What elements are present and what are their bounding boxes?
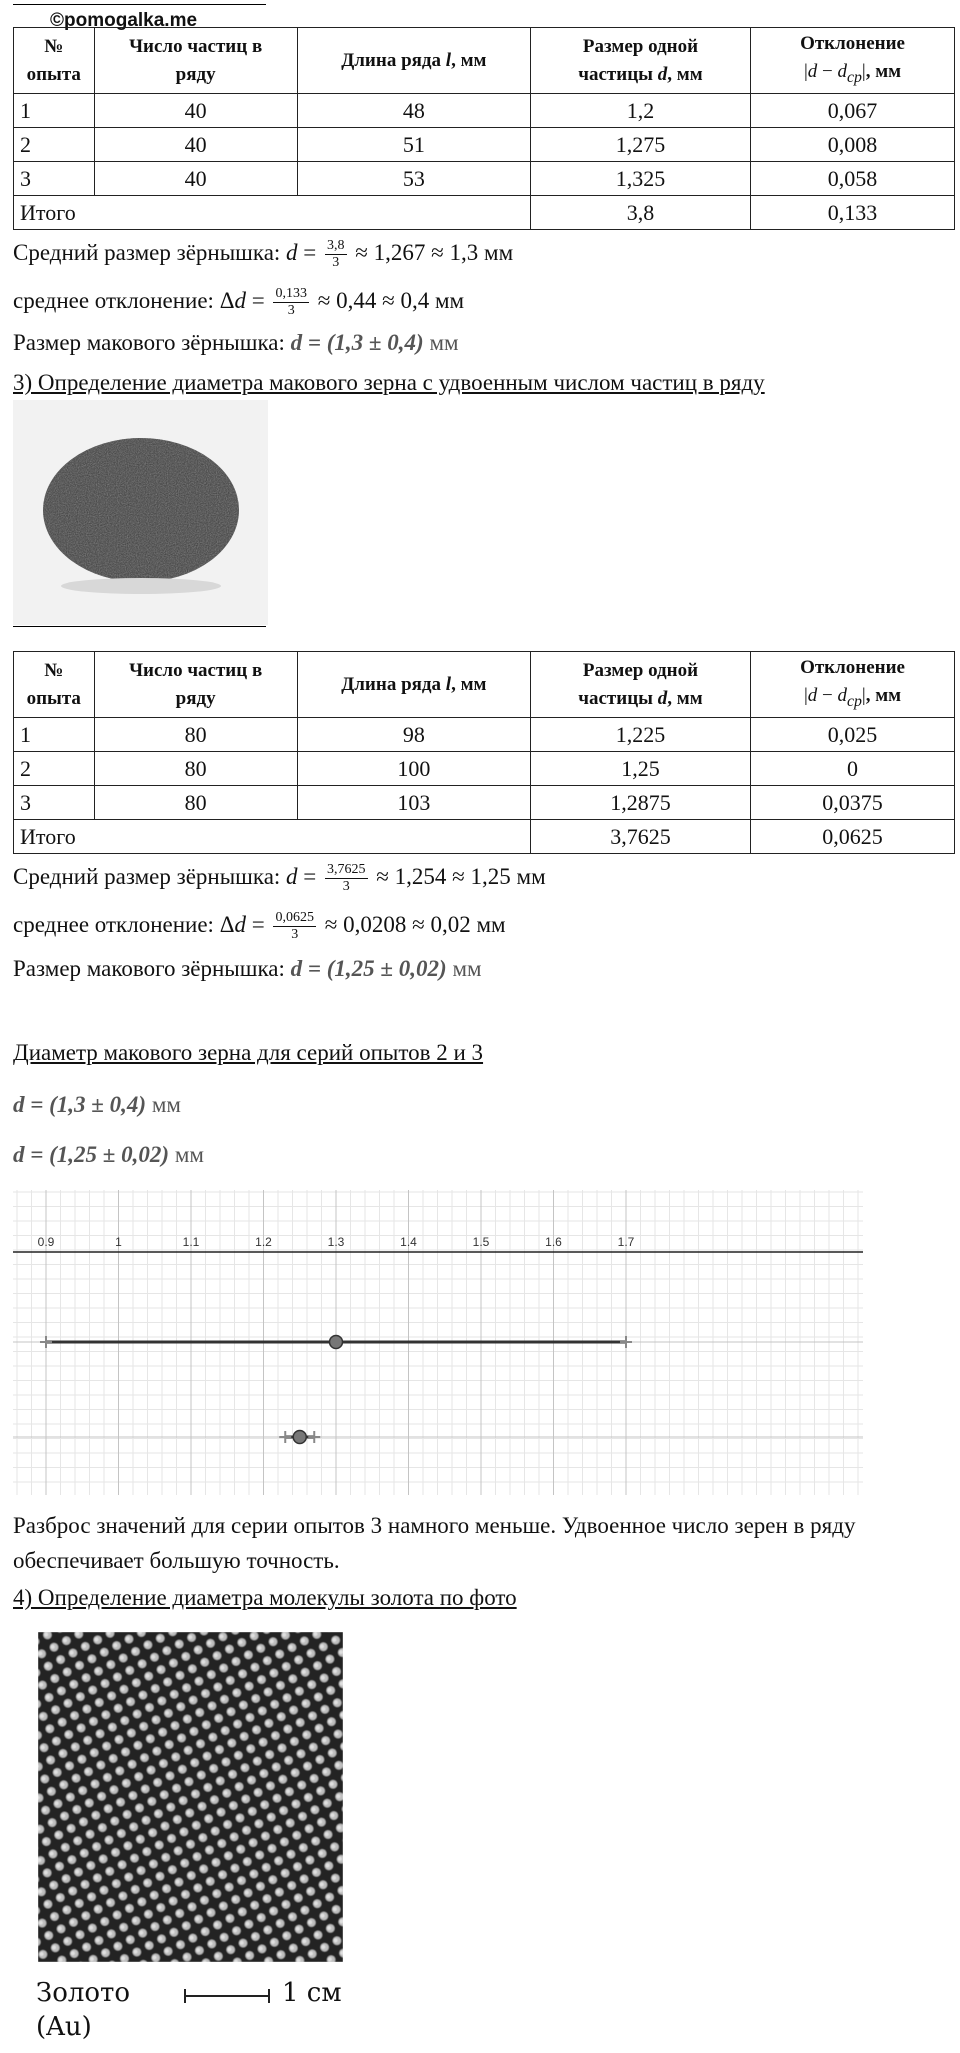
mean-result: ≈ 1,254 ≈ 1,25 мм xyxy=(376,863,546,889)
tick-label: 1.5 xyxy=(472,1235,490,1249)
total-label: Итого xyxy=(14,820,531,854)
header-size: Размер одной частицы d, мм xyxy=(530,28,750,94)
results-table-2 xyxy=(13,651,955,854)
cell: 80 xyxy=(94,752,297,786)
total-row xyxy=(14,820,955,854)
diameter-unit: мм xyxy=(169,1142,204,1167)
table-row xyxy=(14,718,955,752)
data-point xyxy=(330,1336,343,1349)
cell: 0,0625 xyxy=(751,820,955,854)
cell: 1,325 xyxy=(530,162,750,196)
results-table-1 xyxy=(13,27,955,230)
cell: 3,8 xyxy=(530,196,750,230)
section-3-title: 3) Определение диаметра макового зерна с удвоенным числом частиц в ряду xyxy=(13,370,765,395)
mean-fraction xyxy=(325,862,368,895)
cell: 80 xyxy=(94,786,297,820)
diameter-formula: d = (1,25 ± 0,02) xyxy=(13,1142,170,1167)
mean-label: Средний размер зёрнышка: xyxy=(13,863,287,889)
tick-label: 1 xyxy=(115,1235,122,1249)
cell: 53 xyxy=(297,162,530,196)
cell: 2 xyxy=(14,128,95,162)
mean-result: ≈ 1,267 ≈ 1,3 мм xyxy=(355,239,514,265)
poppy-seeds-photo xyxy=(13,400,268,625)
data-point xyxy=(293,1431,306,1444)
cell: 1 xyxy=(14,94,95,128)
denominator: 3 xyxy=(287,303,295,318)
cell: 1,2 xyxy=(530,94,750,128)
dev-label: среднее отклонение: xyxy=(13,911,220,937)
header-length: Длина ряда l, мм xyxy=(297,28,530,94)
numerator: 3,7625 xyxy=(327,862,366,877)
numerator: 0,0625 xyxy=(275,910,314,925)
conclusion-line-2: обеспечивает большую точность. xyxy=(13,1548,340,1573)
scale-bar xyxy=(183,1986,273,2006)
tick-label: 1.4 xyxy=(400,1235,417,1249)
size-line-2 xyxy=(13,956,482,982)
dev-result: ≈ 0,0208 ≈ 0,02 мм xyxy=(324,911,506,937)
mean-label: Средний размер зёрнышка: xyxy=(13,239,287,265)
table-row xyxy=(14,786,955,820)
section-4-title: 4) Определение диаметра молекулы золота по фото xyxy=(13,1585,517,1610)
mean-line-2: Средний размер зёрнышка: d = $\frac{3,7625}{3}$ ≈ 1,254 ≈ 1,25 мм xyxy=(13,862,546,894)
tick-label: 1.1 xyxy=(182,1235,200,1249)
dev-fraction xyxy=(273,910,316,943)
cell: 0,0375 xyxy=(751,786,955,820)
numerator: 0,133 xyxy=(275,286,307,301)
cell: 100 xyxy=(297,752,530,786)
cell: 40 xyxy=(94,162,297,196)
dev-line-1: среднее отклонение: Δd = $\frac{0,133}{3}$ ≈ 0,44 ≈ 0,4 мм xyxy=(13,286,465,318)
cell: 80 xyxy=(94,718,297,752)
header-dev: Отклонение $|d - d_{cp}|$, мм xyxy=(751,28,955,94)
cell: 1,275 xyxy=(530,128,750,162)
cell: 40 xyxy=(94,94,297,128)
number-line-chart xyxy=(13,1190,863,1495)
cell: 3 xyxy=(14,786,95,820)
cell: 0,025 xyxy=(751,718,955,752)
header-count: Число частиц в ряду xyxy=(94,28,297,94)
table-row xyxy=(14,752,955,786)
size-line-1 xyxy=(13,330,459,356)
table-row xyxy=(14,162,955,196)
tick-labels xyxy=(38,1235,635,1249)
cell: 0,133 xyxy=(751,196,955,230)
gold-caption-name: Золото xyxy=(36,1978,131,2008)
table-row xyxy=(14,94,955,128)
cell: 103 xyxy=(297,786,530,820)
diameter-formula: d = (1,3 ± 0,4) xyxy=(13,1092,147,1117)
header-length: Длина ряда l, мм xyxy=(297,652,530,718)
cell: 0 xyxy=(751,752,955,786)
cell: 1,2875 xyxy=(530,786,750,820)
dev-result: ≈ 0,44 ≈ 0,4 мм xyxy=(317,287,465,313)
size-label: Размер макового зёрнышка: xyxy=(13,330,291,355)
total-row xyxy=(14,196,955,230)
dev-fraction xyxy=(273,286,309,319)
dev-line-2: среднее отклонение: Δd = $\frac{0,0625}{3}$ ≈ 0,0208 ≈ 0,02 мм xyxy=(13,910,506,942)
size-label: Размер макового зёрнышка: xyxy=(13,956,291,981)
tick-label: 1.2 xyxy=(255,1235,272,1249)
cell: 48 xyxy=(297,94,530,128)
header-dev: Отклонение $|d - d_{cp}|$, мм xyxy=(751,652,955,718)
cell: 40 xyxy=(94,128,297,162)
tick-label: 1.7 xyxy=(617,1235,635,1249)
cell: 0,058 xyxy=(751,162,955,196)
gold-atoms-photo xyxy=(38,1632,343,1962)
size-unit: мм xyxy=(423,330,459,355)
gold-caption-symbol: (Au) xyxy=(36,2012,92,2042)
denominator: 3 xyxy=(332,255,340,270)
diameter-series-3 xyxy=(13,1142,204,1168)
denominator: 3 xyxy=(342,879,350,894)
cell: 51 xyxy=(297,128,530,162)
mean-line-1: Средний размер зёрнышка: d = $\frac{3,8}{3}$ ≈ 1,267 ≈ 1,3 мм xyxy=(13,238,514,270)
total-label: Итого xyxy=(14,196,531,230)
size-formula: d = (1,25 ± 0,02) xyxy=(290,956,447,981)
scale-label: 1 см xyxy=(282,1978,342,2008)
size-unit: мм xyxy=(446,956,482,981)
top-rule xyxy=(13,4,266,5)
cell: 1 xyxy=(14,718,95,752)
header-num: № опыта xyxy=(14,28,95,94)
diameters-title: Диаметр макового зерна для серий опытов 2 и 3 xyxy=(13,1040,484,1065)
dev-label: среднее отклонение: xyxy=(13,287,220,313)
table-row xyxy=(14,128,955,162)
conclusion-line-1: Разброс значений для серии опытов 3 намного меньше. Удвоенное число зерен в ряду xyxy=(13,1513,856,1538)
diameter-series-2 xyxy=(13,1092,181,1118)
cell: 2 xyxy=(14,752,95,786)
header-num: № опыта xyxy=(14,652,95,718)
tick-label: 1.6 xyxy=(545,1235,562,1249)
header-count: Число частиц в ряду xyxy=(94,652,297,718)
cell: 98 xyxy=(297,718,530,752)
denominator: 3 xyxy=(291,927,299,942)
mean-fraction xyxy=(325,238,347,271)
tick-label: 0.9 xyxy=(37,1235,55,1249)
diameter-unit: мм xyxy=(146,1092,181,1117)
cell: 0,008 xyxy=(751,128,955,162)
numerator: 3,8 xyxy=(327,238,345,253)
cell: 1,225 xyxy=(530,718,750,752)
cell: 0,067 xyxy=(751,94,955,128)
watermark: ©pomogalka.me xyxy=(50,10,198,31)
header-size: Размер одной частицы d, мм xyxy=(530,652,750,718)
cell: 3,7625 xyxy=(530,820,750,854)
photo-rule xyxy=(13,626,266,627)
tick-label: 1.3 xyxy=(327,1235,345,1249)
cell: 3 xyxy=(14,162,95,196)
size-formula: d = (1,3 ± 0,4) xyxy=(290,330,424,355)
cell: 1,25 xyxy=(530,752,750,786)
